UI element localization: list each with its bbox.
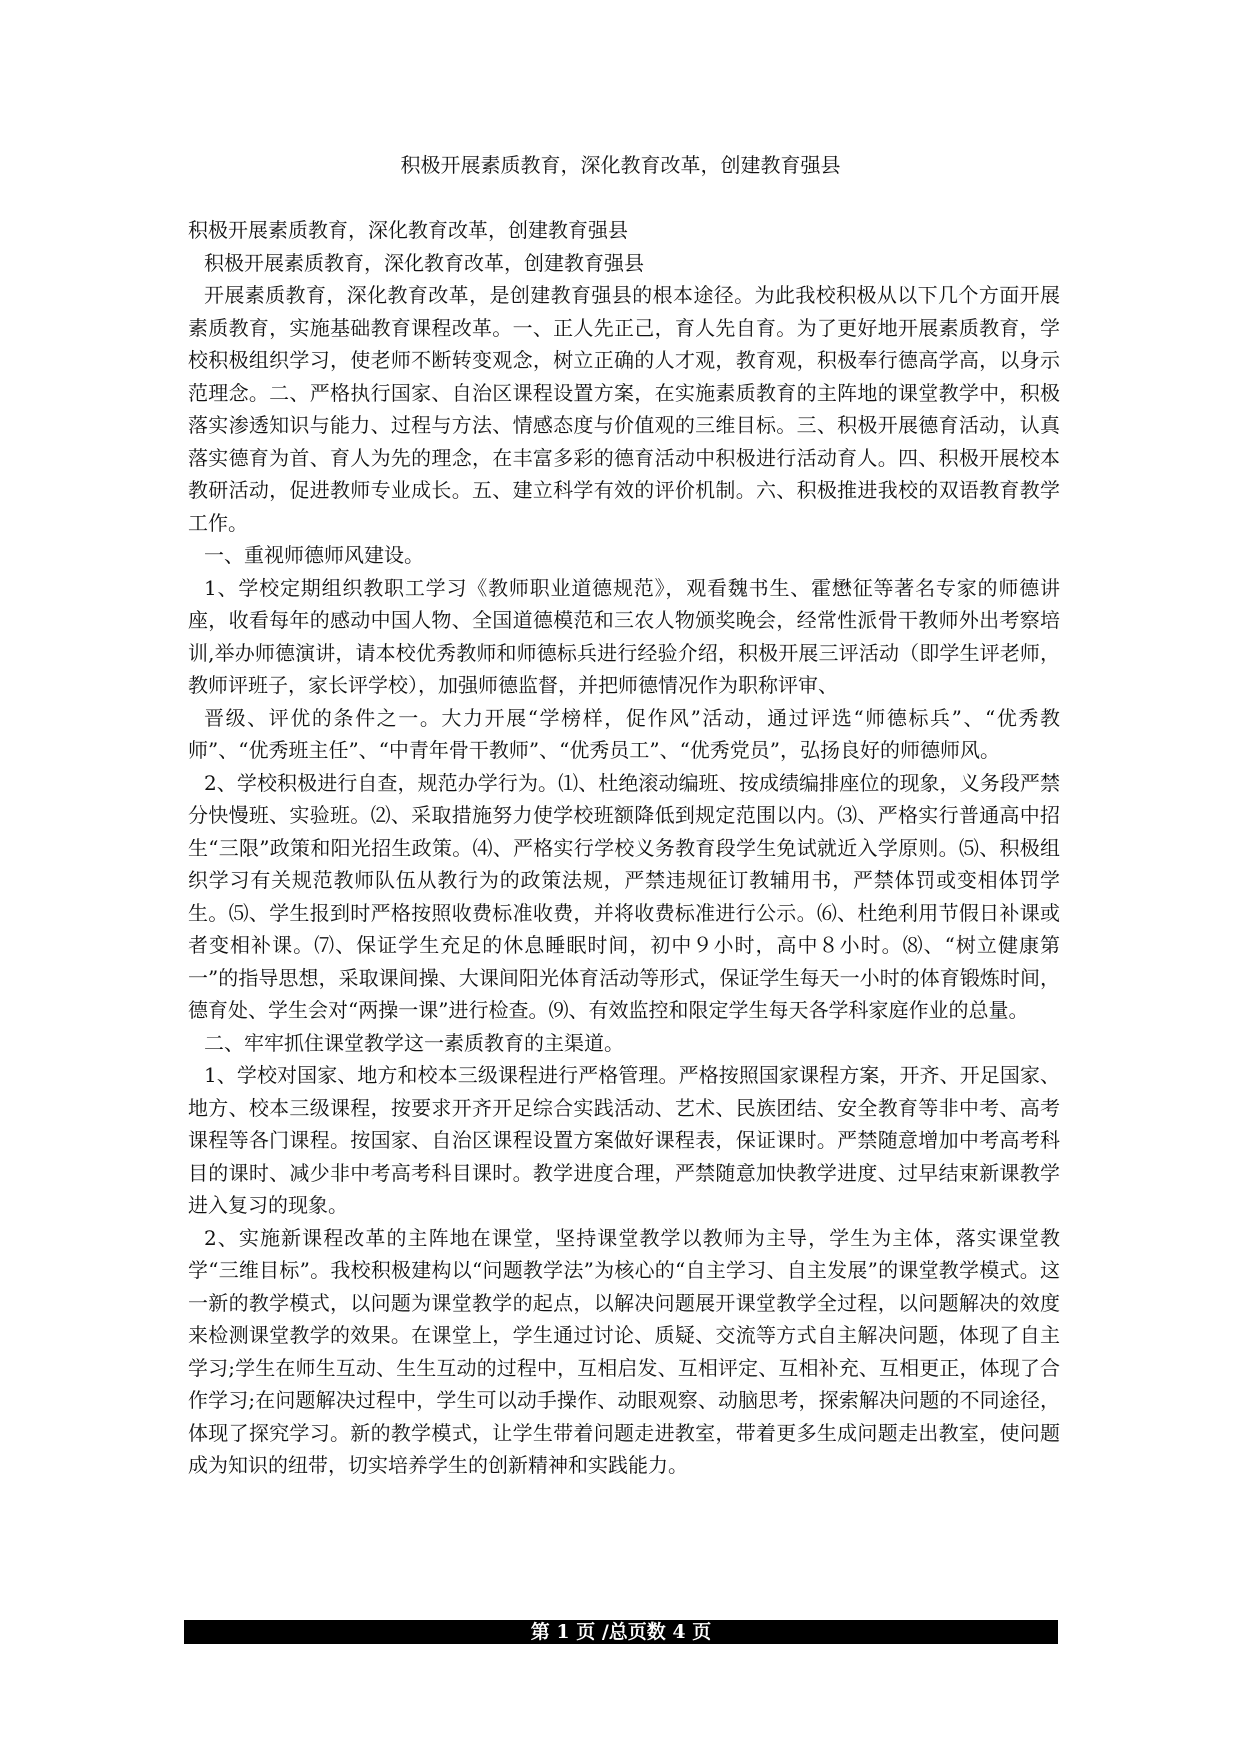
- body-paragraph: 开展素质教育，深化教育改革，是创建教育强县的根本途径。为此我校积极从以下几个方面开展素质教育，实施基础教育课程改革。一、正人先正己，育人先自育。为了更好地开展素质教育，学校积极组织学习，使老师不断转变观念，树立正确的人才观，教育观，积极奉行德高学高，以身示范理念。二、严格执行国家、自治区课程设置方案，在实施素质教育的主阵地的课堂教学中，积极落实渗透知识与能力、过程与方法、情感态度与价值观的三维目标。三、积极开展德育活动，认真落实德育为首、育人为先的理念，在丰富多彩的德育活动中积极进行活动育人。四、积极开展校本教研活动，促进教师专业成长。五、建立科学有效的评价机制。六、积极推进我校的双语教育教学工作。: [188, 283, 1060, 535]
- body-paragraph: 二、牢牢抓住课堂教学这一素质教育的主渠道。: [204, 1030, 624, 1055]
- page-footer: [184, 1620, 1058, 1644]
- page-title: 积极开展素质教育，深化教育改革，创建教育强县: [400, 153, 841, 177]
- body-paragraph: 2、实施新课程改革的主阵地在课堂，坚持课堂教学以教师为主导，学生为主体，落实课堂教学“三维目标”。我校积极建构以“问题教学法”为核心的“自主学习、自主发展”的课堂教学模式。这一新的教学模式，以问题为课堂教学的起点，以解决问题展开课堂教学全过程，以问题解决的效度来检测课堂教学的效果。在课堂上，学生通过讨论、质疑、交流等方式自主解决问题，体现了自主学习;学生在师生互动、生生互动的过程中，互相启发、互相评定、互相补充、互相更正，体现了合作学习;在问题解决过程中，学生可以动手操作、动眼观察、动脑思考，探索解决问题的不同途径，体现了探究学习。新的教学模式，让学生带着问题走进教室，带着更多生成问题走出教室，使问题成为知识的纽带，切实培养学生的创新精神和实践能力。: [188, 1225, 1060, 1477]
- page-number: 第 1 页 /总页数 4 页: [530, 1621, 712, 1643]
- body-paragraph: 一、重视师德师风建设。: [204, 543, 424, 567]
- body-paragraph: 1、学校定期组织教职工学习《教师职业道德规范》，观看魏书生、霍懋征等著名专家的师德讲座，收看每年的感动中国人物、全国道德模范和三农人物颁奖晚会，经常性派骨干教师外出考察培训,举办师德演讲，请本校优秀教师和师德标兵进行经验介绍，积极开展三评活动（即学生评老师，教师评班子，家长评学校），加强师德监督，并把师德情况作为职称评审、: [188, 575, 1060, 697]
- body-paragraph: 2、学校积极进行自查，规范办学行为。⑴、杜绝滚动编班、按成绩编排座位的现象，义务段严禁分快慢班、实验班。⑵、采取措施努力使学校班额降低到规定范围以内。⑶、严格实行普通高中招生“三限”政策和阳光招生政策。⑷、严格实行学校义务教育段学生免试就近入学原则。⑸、积极组织学习有关规范教师队伍从教行为的政策法规，严禁违规征订教辅用书，严禁体罚或变相体罚学生。⑸、学生报到时严格按照收费标准收费，并将收费标准进行公示。⑹、杜绝利用节假日补课或者变相补课。⑺、保证学生充足的休息睡眠时间，初中９小时，高中８小时。⑻、“树立健康第一”的指导思想，采取课间操、大课间阳光体育活动等形式，保证学生每天一小时的体育锻炼时间，德育处、学生会对“两操一课”进行检查。⑼、有效监控和限定学生每天各学科家庭作业的总量。: [188, 770, 1060, 1022]
- body-paragraph: 积极开展素质教育，深化教育改革，创建教育强县: [188, 218, 628, 242]
- body-paragraph: 晋级、评优的条件之一。大力开展“学榜样，促作风”活动，通过评选“师德标兵”、“优秀教师”、“优秀班主任”、“中青年骨干教师”、“优秀员工”、“优秀党员”，弘扬良好的师德师风。: [188, 705, 1060, 762]
- document-body: [188, 214, 1060, 1482]
- body-paragraph: 积极开展素质教育，深化教育改革，创建教育强县: [204, 250, 644, 275]
- body-paragraph: 1、学校对国家、地方和校本三级课程进行严格管理。严格按照国家课程方案，开齐、开足国家、地方、校本三级课程，按要求开齐开足综合实践活动、艺术、民族团结、安全教育等非中考、高考课程等各门课程。按国家、自治区课程设置方案做好课程表，保证课时。严禁随意增加中考高考科目的课时、减少非中考高考科目课时。教学进度合理，严禁随意加快教学进度、过早结束新课教学进入复习的现象。: [188, 1063, 1060, 1217]
